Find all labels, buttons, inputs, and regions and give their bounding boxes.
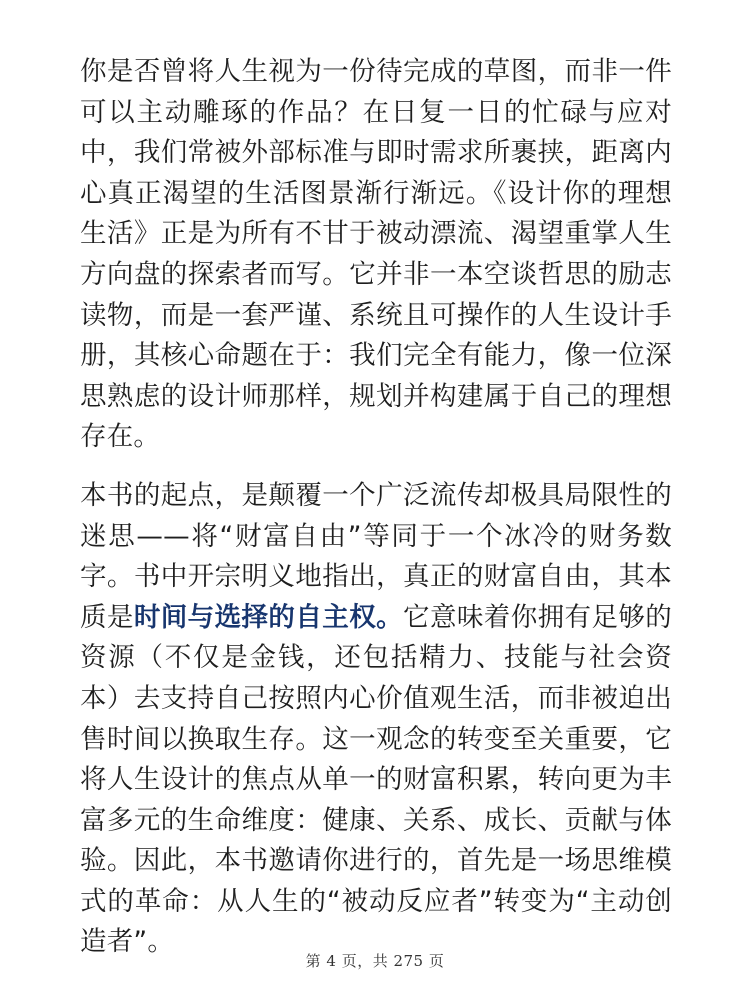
emphasis-text: 时间与选择的自主权。 (133, 601, 404, 633)
paragraph-intro: 你是否曾将人生视为一份待完成的草图，而非一件可以主动雕琢的作品？在日复一日的忙碌与应对中，我们常被外部标准与即时需求所裹挟，距离内心真正渴望的生活图景渐行渐远。《设计你的理想生活》正是为所有不甘于被动漂流、渴望重掌人生方向盘的探索者而写。它并非一本空谈哲思的励志读物，而是一套严谨、系统且可操作的人生设计手册，其核心命题在于：我们完全有能力，像一位深思熟虑的设计师那样，规划并构建属于自己的理想存在。 (80, 56, 672, 453)
paragraph-wealth-freedom (80, 476, 672, 963)
paragraph-text-after: 它意味着你拥有足够的资源（不仅是金钱，还包括精力、技能与社会资本）去支持自己按照内心价值观生活，而非被迫出售时间以换取生存。这一观念的转变至关重要，它将人生设计的焦点从单一的财富积累，转向更为丰富多元的生命维度：健康、关系、成长、贡献与体验。因此，本书邀请你进行的，首先是一场思维模式的革命：从人生的“被动反应者”转变为“主动创造者”。 (80, 601, 672, 958)
paragraph-text-before: 本书的起点，是颠覆一个广泛流传却极具局限性的迷思——将“财富自由”等同于一个冰冷的财务数字。书中开宗明义地指出，真正的财富自由，其本质是 (80, 479, 672, 633)
body-text (80, 52, 672, 963)
page-number-footer: 第 4 页，共 275 页 (305, 952, 445, 970)
